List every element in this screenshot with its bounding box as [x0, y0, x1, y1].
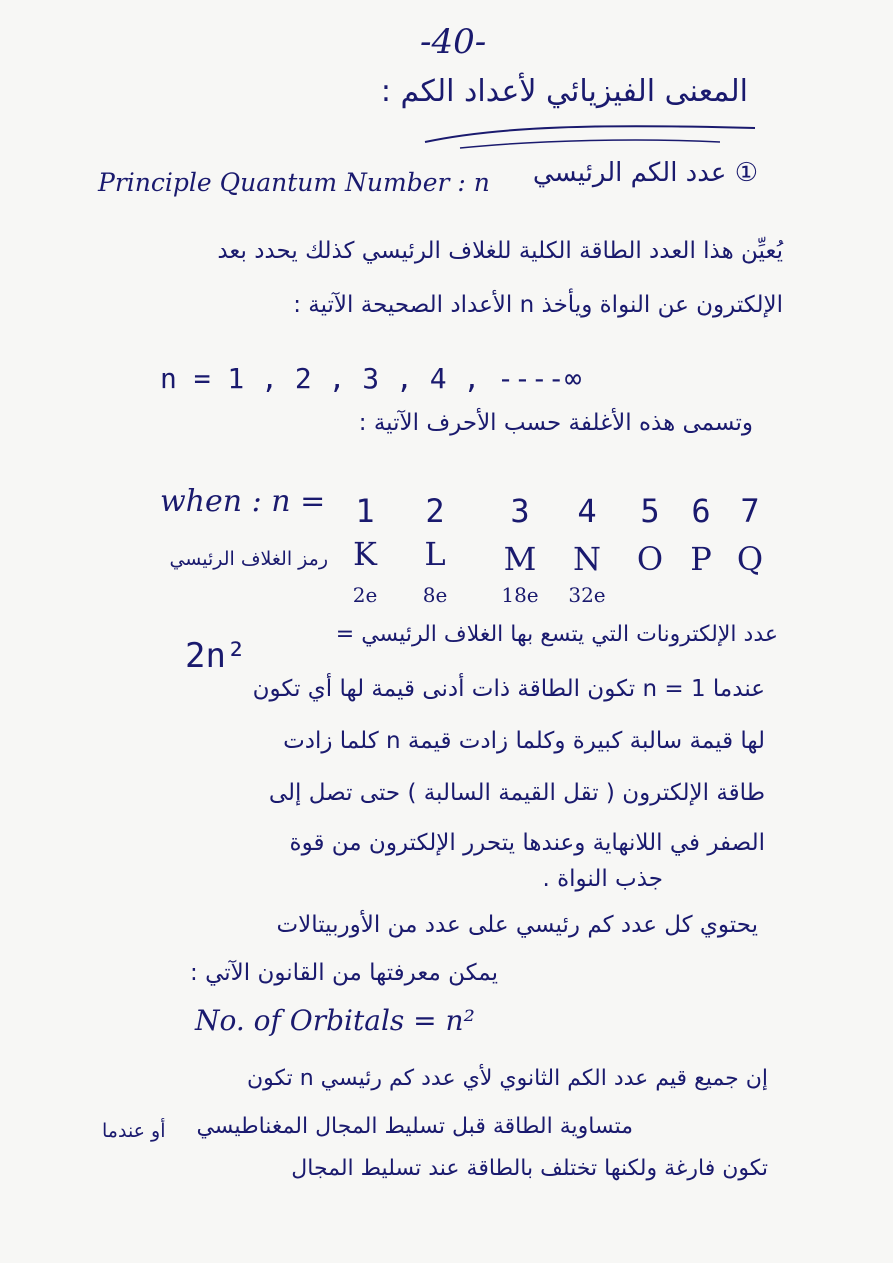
shell-letter: K [353, 535, 377, 573]
n-value: 1 [355, 492, 375, 530]
n-values: n = 1 , 2 , 3 , 4 , ----∞ [160, 362, 582, 395]
max-electrons-formula: 2n² [185, 636, 247, 676]
para2-line: الصفر في اللانهاية وعندها يتحرر الإلكترون من قوة [289, 830, 765, 856]
max-electrons-text: عدد الإلكترونات التي يتسع بها الغلاف الرئيسي = [335, 622, 778, 647]
margin-note: أو عندما [102, 1120, 166, 1142]
para1-line-1: يُعيِّن هذا العدد الطاقة الكلية للغلاف الرئيسي كذلك يحدد بعد [217, 238, 783, 264]
n-value: 3 [510, 492, 530, 530]
shell-electrons: 18e [501, 583, 539, 607]
shell-letter: O [636, 540, 664, 578]
section-1-number: ① [734, 158, 758, 188]
n-value: 7 [740, 492, 760, 530]
para3-line: يحتوي كل عدد كم رئيسي على عدد من الأوربيتالات [276, 912, 758, 938]
para2-line: لها قيمة سالبة كبيرة وكلما زادت قيمة n كلما زادت [283, 728, 765, 754]
section-1-title-ar-text: عدد الكم الرئيسي [532, 158, 727, 188]
heading-underline [420, 118, 760, 154]
shell-letter: L [424, 535, 446, 573]
shell-electrons: 32e [568, 583, 606, 607]
shell-letter: N [573, 540, 601, 578]
shells-intro: وتسمى هذه الأغلفة حسب الأحرف الآتية : [358, 410, 753, 436]
orbitals-formula: No. of Orbitals = n² [195, 1004, 475, 1037]
para3-line: يمكن معرفتها من القانون الآتي : [190, 960, 498, 986]
para4-line: تكون فارغة ولكنها تختلف بالطاقة عند تسليط المجال [291, 1156, 768, 1181]
shell-electrons: 8e [422, 583, 448, 607]
para1-line-2: الإلكترون عن النواة ويأخذ n الأعداد الصحيحة الآتية : [293, 292, 783, 318]
page-number: -40- [420, 22, 487, 62]
shell-letter: Q [736, 540, 764, 578]
n-value: 2 [425, 492, 445, 530]
section-1-title-en: Principle Quantum Number : n [98, 168, 490, 197]
when-label: when : n = [160, 484, 326, 519]
para2-line: طاقة الإلكترون ( تقل القيمة السالبة ) حتى تصل إلى [268, 780, 765, 806]
para2-line: عندما n = 1 تكون الطاقة ذات أدنى قيمة لها أي تكون [252, 676, 765, 702]
para4-line: إن جميع قيم عدد الكم الثانوي لأي عدد كم رئيسي n تكون [246, 1066, 768, 1091]
shell-electrons: 2e [352, 583, 378, 607]
n-value: 6 [691, 492, 711, 530]
shell-symbol-label: رمز الغلاف الرئيسي [169, 548, 328, 570]
para4-line: متساوية الطاقة قبل تسليط المجال المغناطيسي [196, 1114, 633, 1139]
para2-line: جذب النواة . [542, 866, 663, 892]
shell-letter: P [690, 540, 712, 578]
n-value: 4 [577, 492, 597, 530]
page-heading: المعنى الفيزيائي لأعداد الكم : [380, 74, 748, 109]
section-1-title-ar [533, 158, 758, 188]
n-value: 5 [640, 492, 660, 530]
shell-letter: M [503, 540, 537, 578]
